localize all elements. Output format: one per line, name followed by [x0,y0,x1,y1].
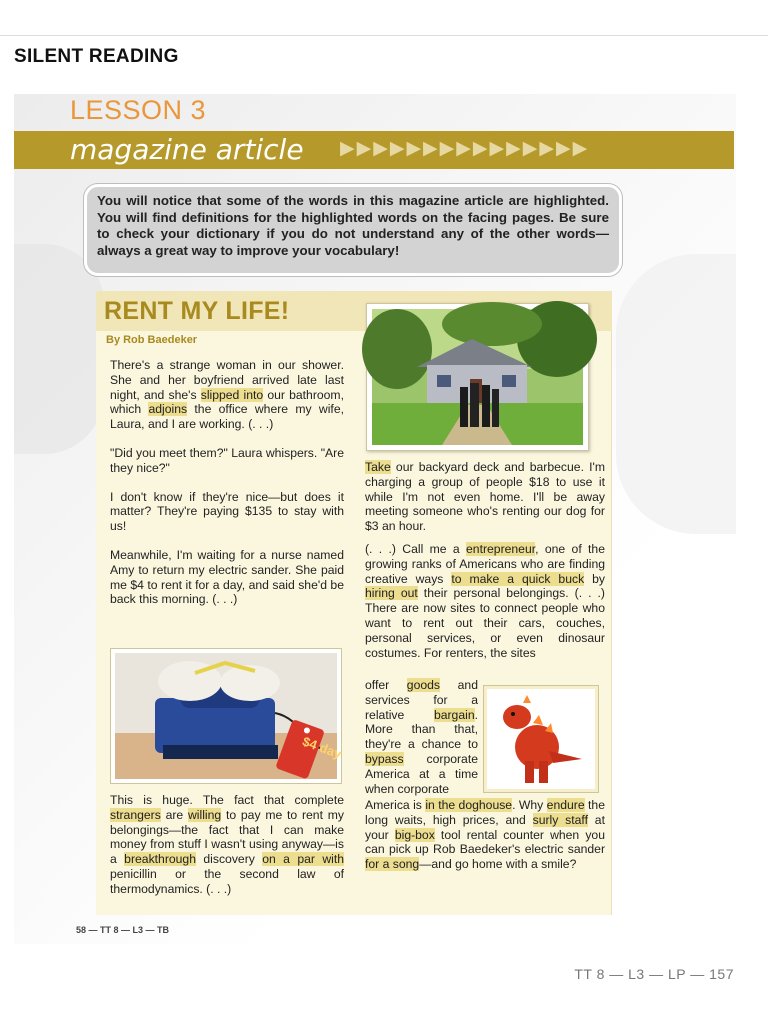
vocab-highlight: on a par with [262,852,345,867]
lesson-label: LESSON 3 [70,95,207,125]
vocab-highlight: in the doghouse [425,798,513,812]
top-divider [0,35,768,36]
house-photo [366,303,589,451]
paragraph: Meanwhile, I'm waiting for a nurse named Amy to return my electric sander. She paid me $4 to rent it for a day, and said she'd be back this morning. (. . .) [110,547,344,607]
article-column-2-wrap [365,678,478,796]
vocab-highlight: endure [546,798,585,812]
vocab-highlight: strangers [110,807,161,822]
article-column-1-bottom [110,793,344,911]
vocab-highlight: to make a quick buck [451,571,585,586]
vocab-highlight: goods [406,678,441,692]
article-column-1 [110,358,344,621]
vocab-highlight: Take [365,460,391,474]
paragraph: There's a strange woman in our shower. She and her boyfriend arrived late last night, and she's slipped into our bathroom, which adjoins the office where my wife, Laura, and I are working. (. . .) [110,358,344,432]
instructions-box: You will notice that some of the words in this magazine article are highlighted. You will find definitions for the highlighted words on the facing pages. Be sure to check your dictionary if you do not understand any of the other words—always a great way to improve your vocabulary! [84,184,622,276]
banner-title: magazine article [70,133,304,166]
paragraph: "Did you meet them?" Laura whispers. "Are they nice?" [110,445,344,475]
vocab-highlight: willing [187,807,222,822]
paragraph: I don't know if they're nice—but does it matter? They're paying $135 to stay with us! [110,489,344,534]
vocab-highlight: hiring out [365,586,418,601]
paragraph: offer goods and services for a relative bargain. More than that, they're a chance to bypass corporate America at a time when corporate [365,678,478,796]
decorative-shape [14,244,104,454]
paragraph: America is in the doghouse. Why endure the long waits, high prices, and surly staff at your big-box tool rental counter when you can pick up Rob Baedeker's electric sander for a song—and go home with a smile? [365,798,605,872]
vocab-highlight: bargain [433,707,475,722]
dinosaur-costume-photo [483,685,599,793]
lesson-banner [14,131,734,169]
section-title: SILENT READING [14,46,179,67]
paragraph: Take our backyard deck and barbecue. I'm charging a group of people $18 to use it while I'm not even home. I'll be away meeting someone who's renting our dog for $3 an hour. [365,460,605,534]
sander-photo [110,648,342,784]
vocab-highlight: big-box [394,827,435,842]
article-title: RENT MY LIFE! [104,297,290,325]
vocab-highlight: adjoins [148,402,188,417]
decorative-shape [616,254,736,534]
paragraph: This is huge. The fact that complete strangers are willing to pay me to rent my belongings—the fact that I can make money from stuff I wasn't using anyway—is a breakthrough discovery on a par with penicillin or the second law of thermodynamics. (. . .) [110,793,345,896]
vocab-highlight: slipped into [200,387,264,402]
vocab-highlight: breakthrough [124,852,196,867]
paragraph: (. . .) Call me a entrepreneur, one of the growing ranks of Americans who are finding creative ways to make a quick buck by hiring out their personal belongings. (. . .) There are now sites to connect people who want to rent out their cars, couches, personal services, or even dinosaur costumes. For renters, the sites [365,541,606,660]
vocab-highlight: bypass [365,751,404,766]
price-tag-text: $4 day [300,733,344,762]
article-column-2 [365,460,605,660]
arrow-icons: ▶▶▶▶▶▶▶▶▶▶▶▶▶▶▶ [340,138,590,159]
vocab-highlight: surly staff [532,812,588,827]
footer-left-code: 58 — TT 8 — L3 — TB [76,925,170,935]
footer-page-number: TT 8 — L3 — LP — 157 [574,966,734,982]
article-byline: By Rob Baedeker [106,334,198,346]
article-column-2-bottom [365,798,605,886]
vocab-highlight: entrepreneur [466,541,536,556]
vocab-highlight: for a song [365,857,420,872]
